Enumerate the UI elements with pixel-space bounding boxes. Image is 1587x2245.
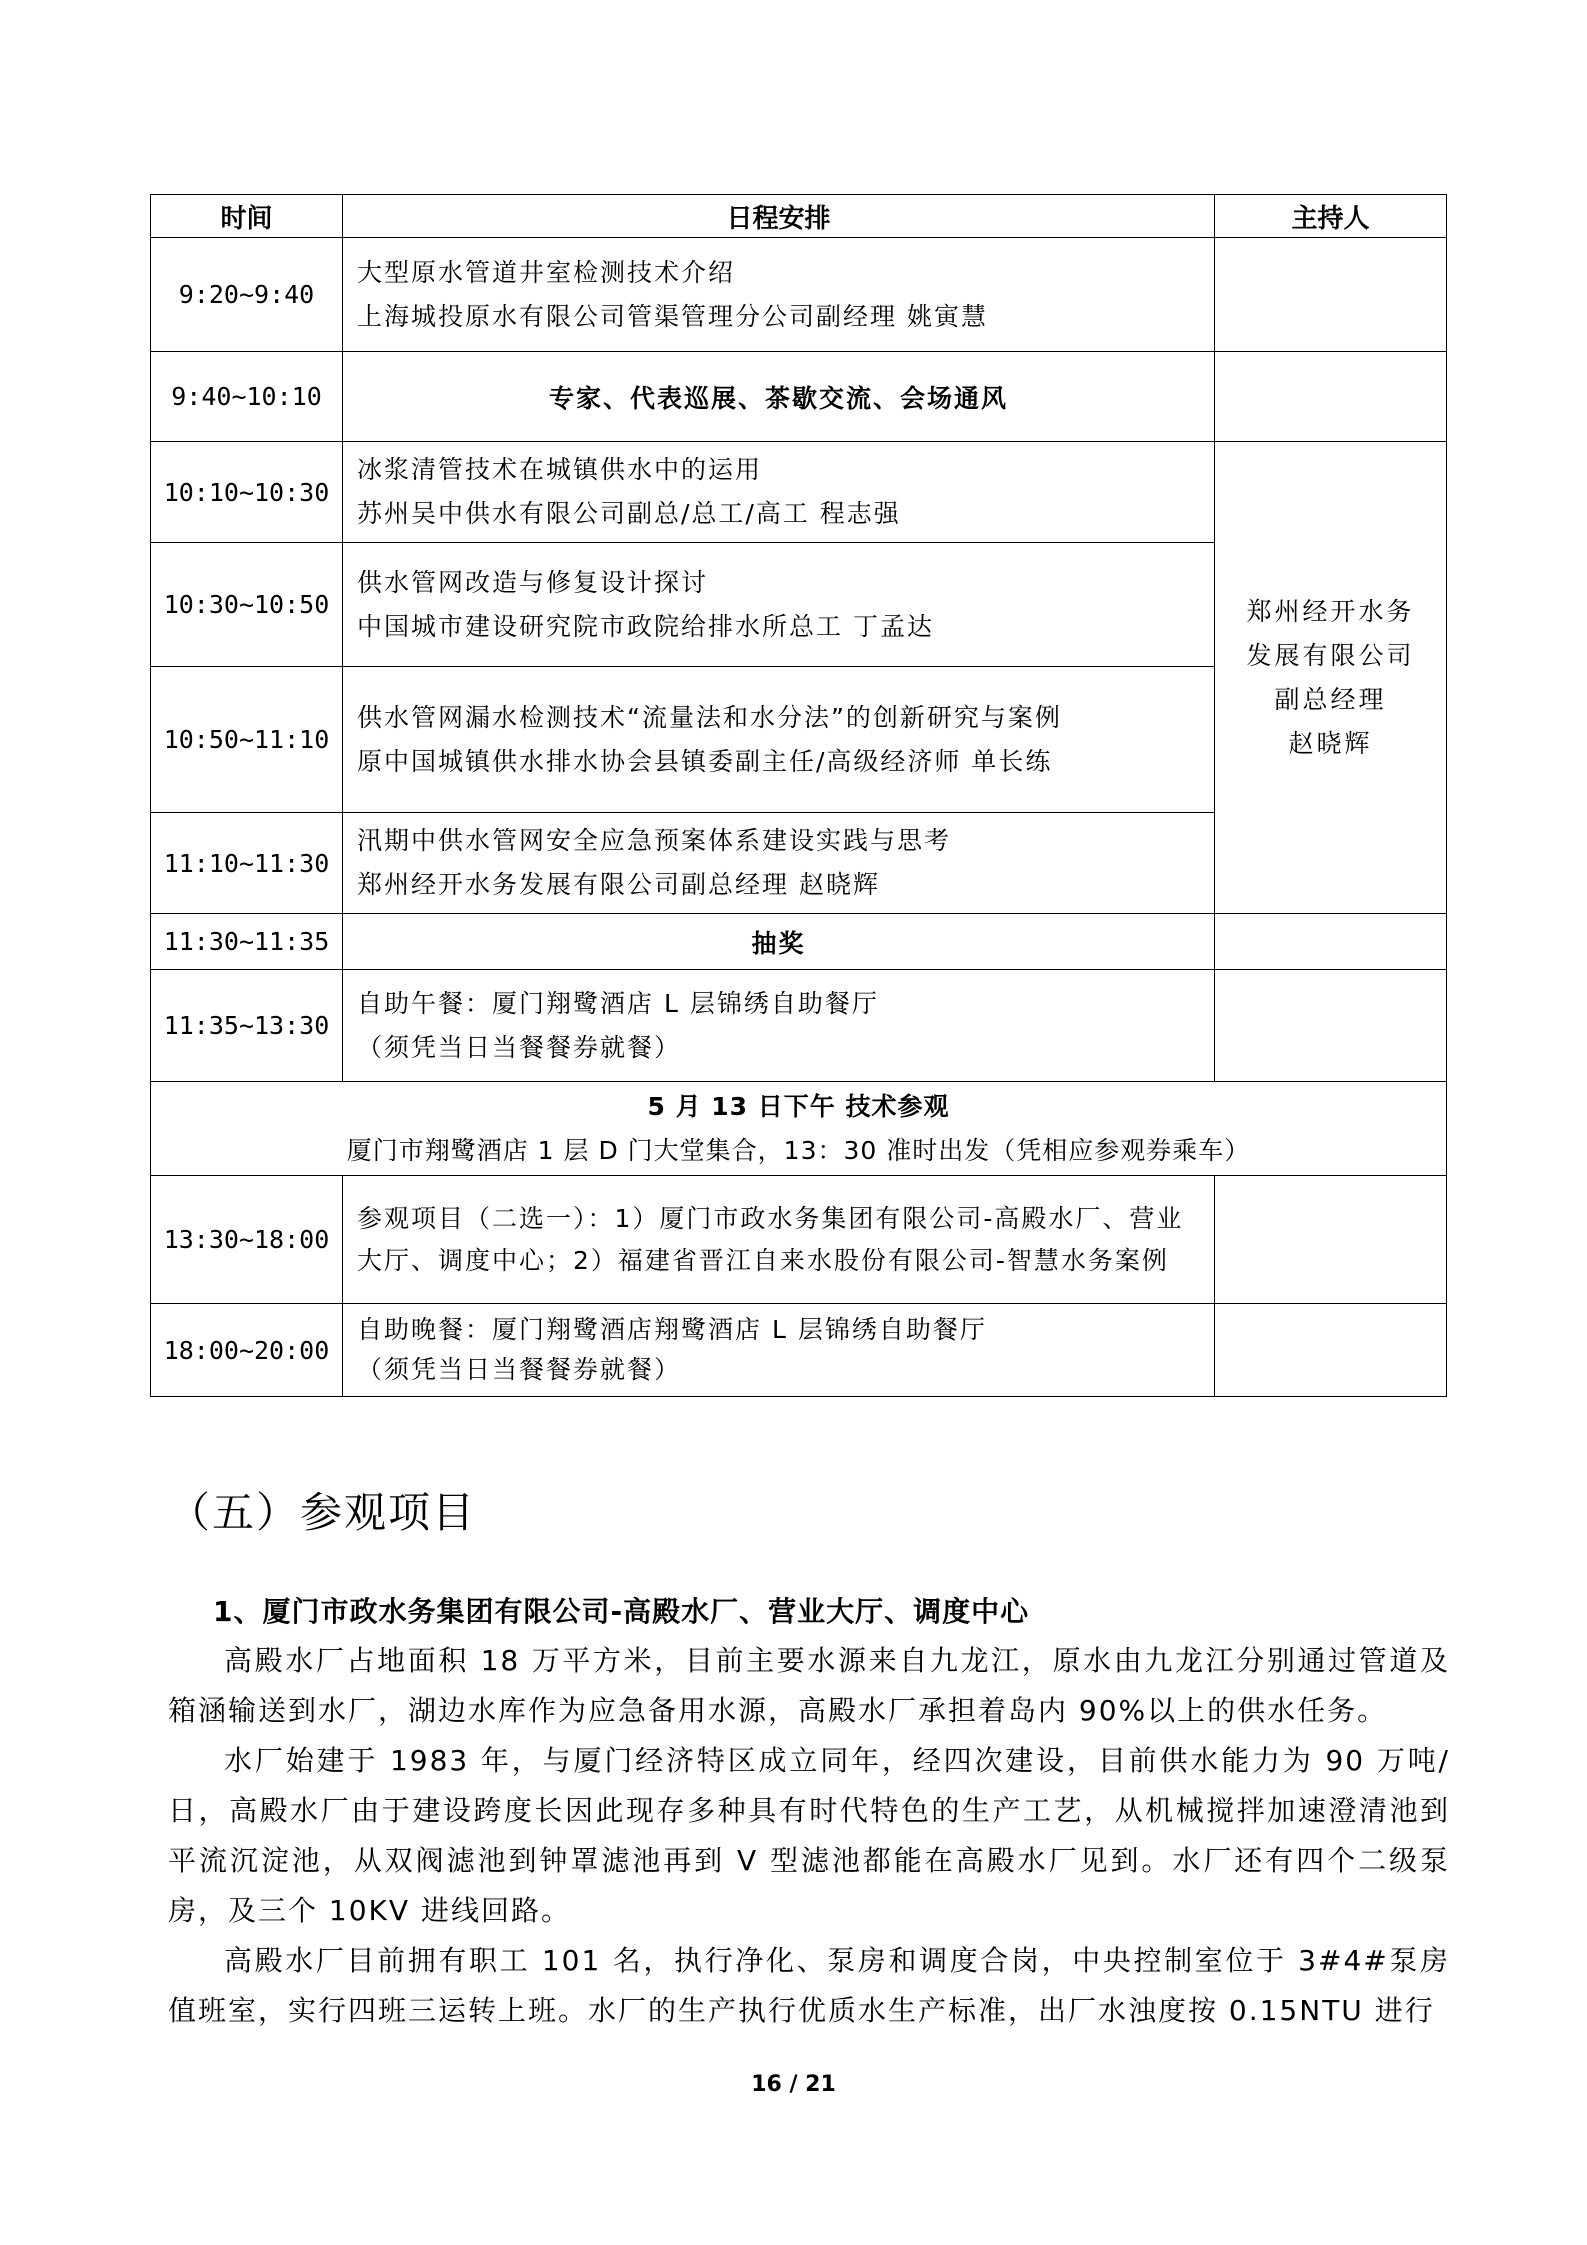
row-time: 10:10~10:30 xyxy=(151,442,343,543)
agenda-topic: 自助晚餐：厦门翔鹭酒店翔鹭酒店 L 层锦绣自助餐厅 xyxy=(357,1315,987,1344)
section-title: （五）参观项目 xyxy=(168,1488,477,1537)
page-number: 16 / 21 xyxy=(751,2072,836,2097)
agenda-note: （须凭当日当餐餐券就餐） xyxy=(357,1032,682,1062)
row-agenda: 参观项目（二选一）：1）厦门市政水务集团有限公司-高殿水厂、营业大厅、调度中心；2）福建省晋江自来水股份有限公司-智慧水务案例 xyxy=(343,1176,1215,1304)
header-host: 主持人 xyxy=(1215,195,1447,238)
agenda-topic: 汛期中供水管网安全应急预案体系建设实践与思考 xyxy=(357,826,952,855)
row-host xyxy=(1215,970,1447,1082)
section-body xyxy=(168,1636,1450,2036)
row-agenda xyxy=(343,543,1215,667)
agenda-topic: 冰浆清管技术在城镇供水中的运用 xyxy=(357,455,763,484)
agenda-topic: 大型原水管道井室检测技术介绍 xyxy=(357,257,736,287)
agenda-speaker: 原中国城镇供水排水协会县镇委副主任/高级经济师 单长练 xyxy=(357,746,1053,776)
table-row xyxy=(151,1304,1447,1397)
table-row xyxy=(151,914,1447,970)
table-row xyxy=(151,238,1447,352)
afternoon-title: 5 月 13 日下午 技术参观 xyxy=(647,1091,950,1121)
table-row xyxy=(151,352,1447,442)
row-host xyxy=(1215,352,1447,442)
row-agenda xyxy=(343,970,1215,1082)
row-agenda xyxy=(343,238,1215,352)
row-time: 11:35~13:30 xyxy=(151,970,343,1082)
header-time: 时间 xyxy=(151,195,343,238)
host-line: 赵晓辉 xyxy=(1288,728,1373,758)
row-host xyxy=(1215,914,1447,970)
row-time: 9:40~10:10 xyxy=(151,352,343,442)
row-agenda xyxy=(343,442,1215,543)
paragraph: 高殿水厂目前拥有职工 101 名，执行净化、泵房和调度合岗，中央控制室位于 3#4#泵房值班室，实行四班三运转上班。水厂的生产执行优质水生产标准，出厂水浊度按 0.15NTU 进行 xyxy=(168,1944,1450,2027)
agenda-speaker: 上海城投原水有限公司管渠管理分公司副经理 姚寅慧 xyxy=(357,301,988,331)
section-subheading: 1、厦门市政水务集团有限公司-高殿水厂、营业大厅、调度中心 xyxy=(213,1595,1030,1628)
paragraph: 高殿水厂占地面积 18 万平方米，目前主要水源来自九龙江，原水由九龙江分别通过管道及箱涵输送到水厂，湖边水库作为应急备用水源，高殿水厂承担着岛内 90%以上的供水任务。 xyxy=(168,1644,1450,1727)
agenda-topic: 供水管网漏水检测技术“流量法和水分法”的创新研究与案例 xyxy=(357,702,1062,732)
host-line: 发展有限公司 xyxy=(1246,640,1415,670)
host-line: 副总经理 xyxy=(1274,684,1387,714)
header-agenda: 日程安排 xyxy=(343,195,1215,238)
schedule-table xyxy=(150,194,1447,1397)
afternoon-banner xyxy=(151,1082,1447,1176)
row-agenda xyxy=(343,1304,1215,1397)
row-time: 10:50~11:10 xyxy=(151,667,343,813)
host-cell xyxy=(1215,442,1447,914)
agenda-topic: 供水管网改造与修复设计探讨 xyxy=(357,567,709,597)
table-row xyxy=(151,1176,1447,1304)
row-host xyxy=(1215,1176,1447,1304)
row-agenda xyxy=(343,667,1215,813)
row-agenda: 抽奖 xyxy=(343,914,1215,970)
afternoon-banner-row xyxy=(151,1082,1447,1176)
row-time: 11:10~11:30 xyxy=(151,813,343,914)
row-time: 10:30~10:50 xyxy=(151,543,343,667)
row-agenda: 专家、代表巡展、茶歇交流、会场通风 xyxy=(343,352,1215,442)
agenda-speaker: 苏州吴中供水有限公司副总/总工/高工 程志强 xyxy=(357,499,901,528)
row-host xyxy=(1215,1304,1447,1397)
row-time: 11:30~11:35 xyxy=(151,914,343,970)
row-agenda xyxy=(343,813,1215,914)
row-host xyxy=(1215,238,1447,352)
row-time: 9:20~9:40 xyxy=(151,238,343,352)
row-time: 18:00~20:00 xyxy=(151,1304,343,1397)
row-time: 13:30~18:00 xyxy=(151,1176,343,1304)
paragraph: 水厂始建于 1983 年，与厦门经济特区成立同年，经四次建设，目前供水能力为 90 万吨/日，高殿水厂由于建设跨度长因此现存多种具有时代特色的生产工艺，从机械搅拌加速澄清池到平流沉淀池，从双阀滤池到钟罩滤池再到 V 型滤池都能在高殿水厂见到。水厂还有四个二级泵房，及三个 10KV 进线回路。 xyxy=(168,1744,1450,1927)
table-row xyxy=(151,970,1447,1082)
agenda-speaker: 中国城市建设研究院市政院给排水所总工 丁孟达 xyxy=(357,611,934,641)
table-row xyxy=(151,442,1447,543)
agenda-note: （须凭当日当餐餐券就餐） xyxy=(357,1355,682,1384)
table-header-row xyxy=(151,195,1447,238)
agenda-speaker: 郑州经开水务发展有限公司副总经理 赵晓辉 xyxy=(357,870,880,899)
agenda-topic: 自助午餐：厦门翔鹭酒店 L 层锦绣自助餐厅 xyxy=(357,988,879,1018)
afternoon-meeting-note: 厦门市翔鹭酒店 1 层 D 门大堂集合，13：30 准时出发（凭相应参观券乘车） xyxy=(346,1135,1251,1165)
host-line: 郑州经开水务 xyxy=(1246,596,1415,626)
